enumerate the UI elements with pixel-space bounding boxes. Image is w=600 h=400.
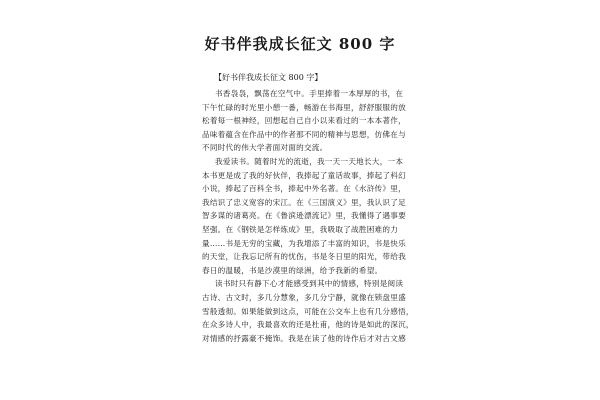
text-line: 雪般透彻。如果能做到这点，可能在公交车上也有几分感悟， bbox=[202, 306, 414, 316]
text-line: 对情感的抒露豪不掩饰。我是在读了他的诗作后才对古文感 bbox=[202, 333, 406, 343]
text-line: 不同时代的伟大学者面对面的交流。 bbox=[202, 143, 328, 153]
article-body bbox=[202, 71, 412, 345]
paragraph-2 bbox=[202, 155, 412, 277]
text-line: 量……书是无穷的宝藏，为我增添了丰富的知识，书是快乐 bbox=[202, 238, 406, 248]
page-title: 好书伴我成长征文 800 字 bbox=[204, 35, 396, 53]
text-line: 在众多诗人中，我最喜欢的还是杜甫，他的诗是如此的深沉， bbox=[202, 320, 414, 330]
text-line: 下午忙碌的时光里小憩一番，畅游在书海里，舒舒服服的放 bbox=[202, 102, 406, 112]
text-line: 品味着蕴含在作品中的作者那不同的精神与思想，仿佛在与 bbox=[202, 129, 406, 139]
paragraph-1 bbox=[202, 87, 412, 155]
text-line: 我爱读书。随着时光的流逝，我一天一天地长大，一本 bbox=[215, 156, 404, 166]
text-line: 智多谋的诸葛亮。在《鲁滨逊漂流记》里，我懂得了遇事要 bbox=[202, 211, 406, 221]
text-line: 书香袅袅，飘荡在空气中。手里捧着一本厚厚的书，在 bbox=[215, 89, 404, 98]
text-line: 小说，捧起了百科全书，捧起中外名著。在《水浒传》里， bbox=[202, 184, 406, 194]
paragraph-3 bbox=[202, 277, 412, 345]
text-line: 松着每一根神经，回想起自己自小以来看过的一本本著作， bbox=[202, 116, 406, 126]
text-line: 春日的温暖，书是沙漠里的绿洲，给予我新的希望。 bbox=[202, 265, 383, 275]
article-subheading: 【好书伴我成长征文 800 字】 bbox=[214, 73, 323, 82]
text-line: 的天堂，让我忘记所有的忧伤，书是冬日里的阳光，带给我 bbox=[202, 252, 406, 262]
text-line: 古诗、古文时，多几分慧象，多几分宁静，就像在锁盘里盛 bbox=[202, 292, 406, 302]
text-line: 我结识了忠义宽容的宋江。在《三国演义》里，我认识了足 bbox=[202, 197, 406, 207]
text-line: 本书更是成了我的好伙伴，我捧起了童话故事，捧起了科幻 bbox=[202, 170, 406, 180]
text-line: 读书时只有静下心才能感受到其中的情感，特别是阅读 bbox=[215, 279, 404, 289]
text-line: 坚强。在《钢铁是怎样炼成》里，我吸取了战胜困难的力 bbox=[202, 224, 399, 234]
